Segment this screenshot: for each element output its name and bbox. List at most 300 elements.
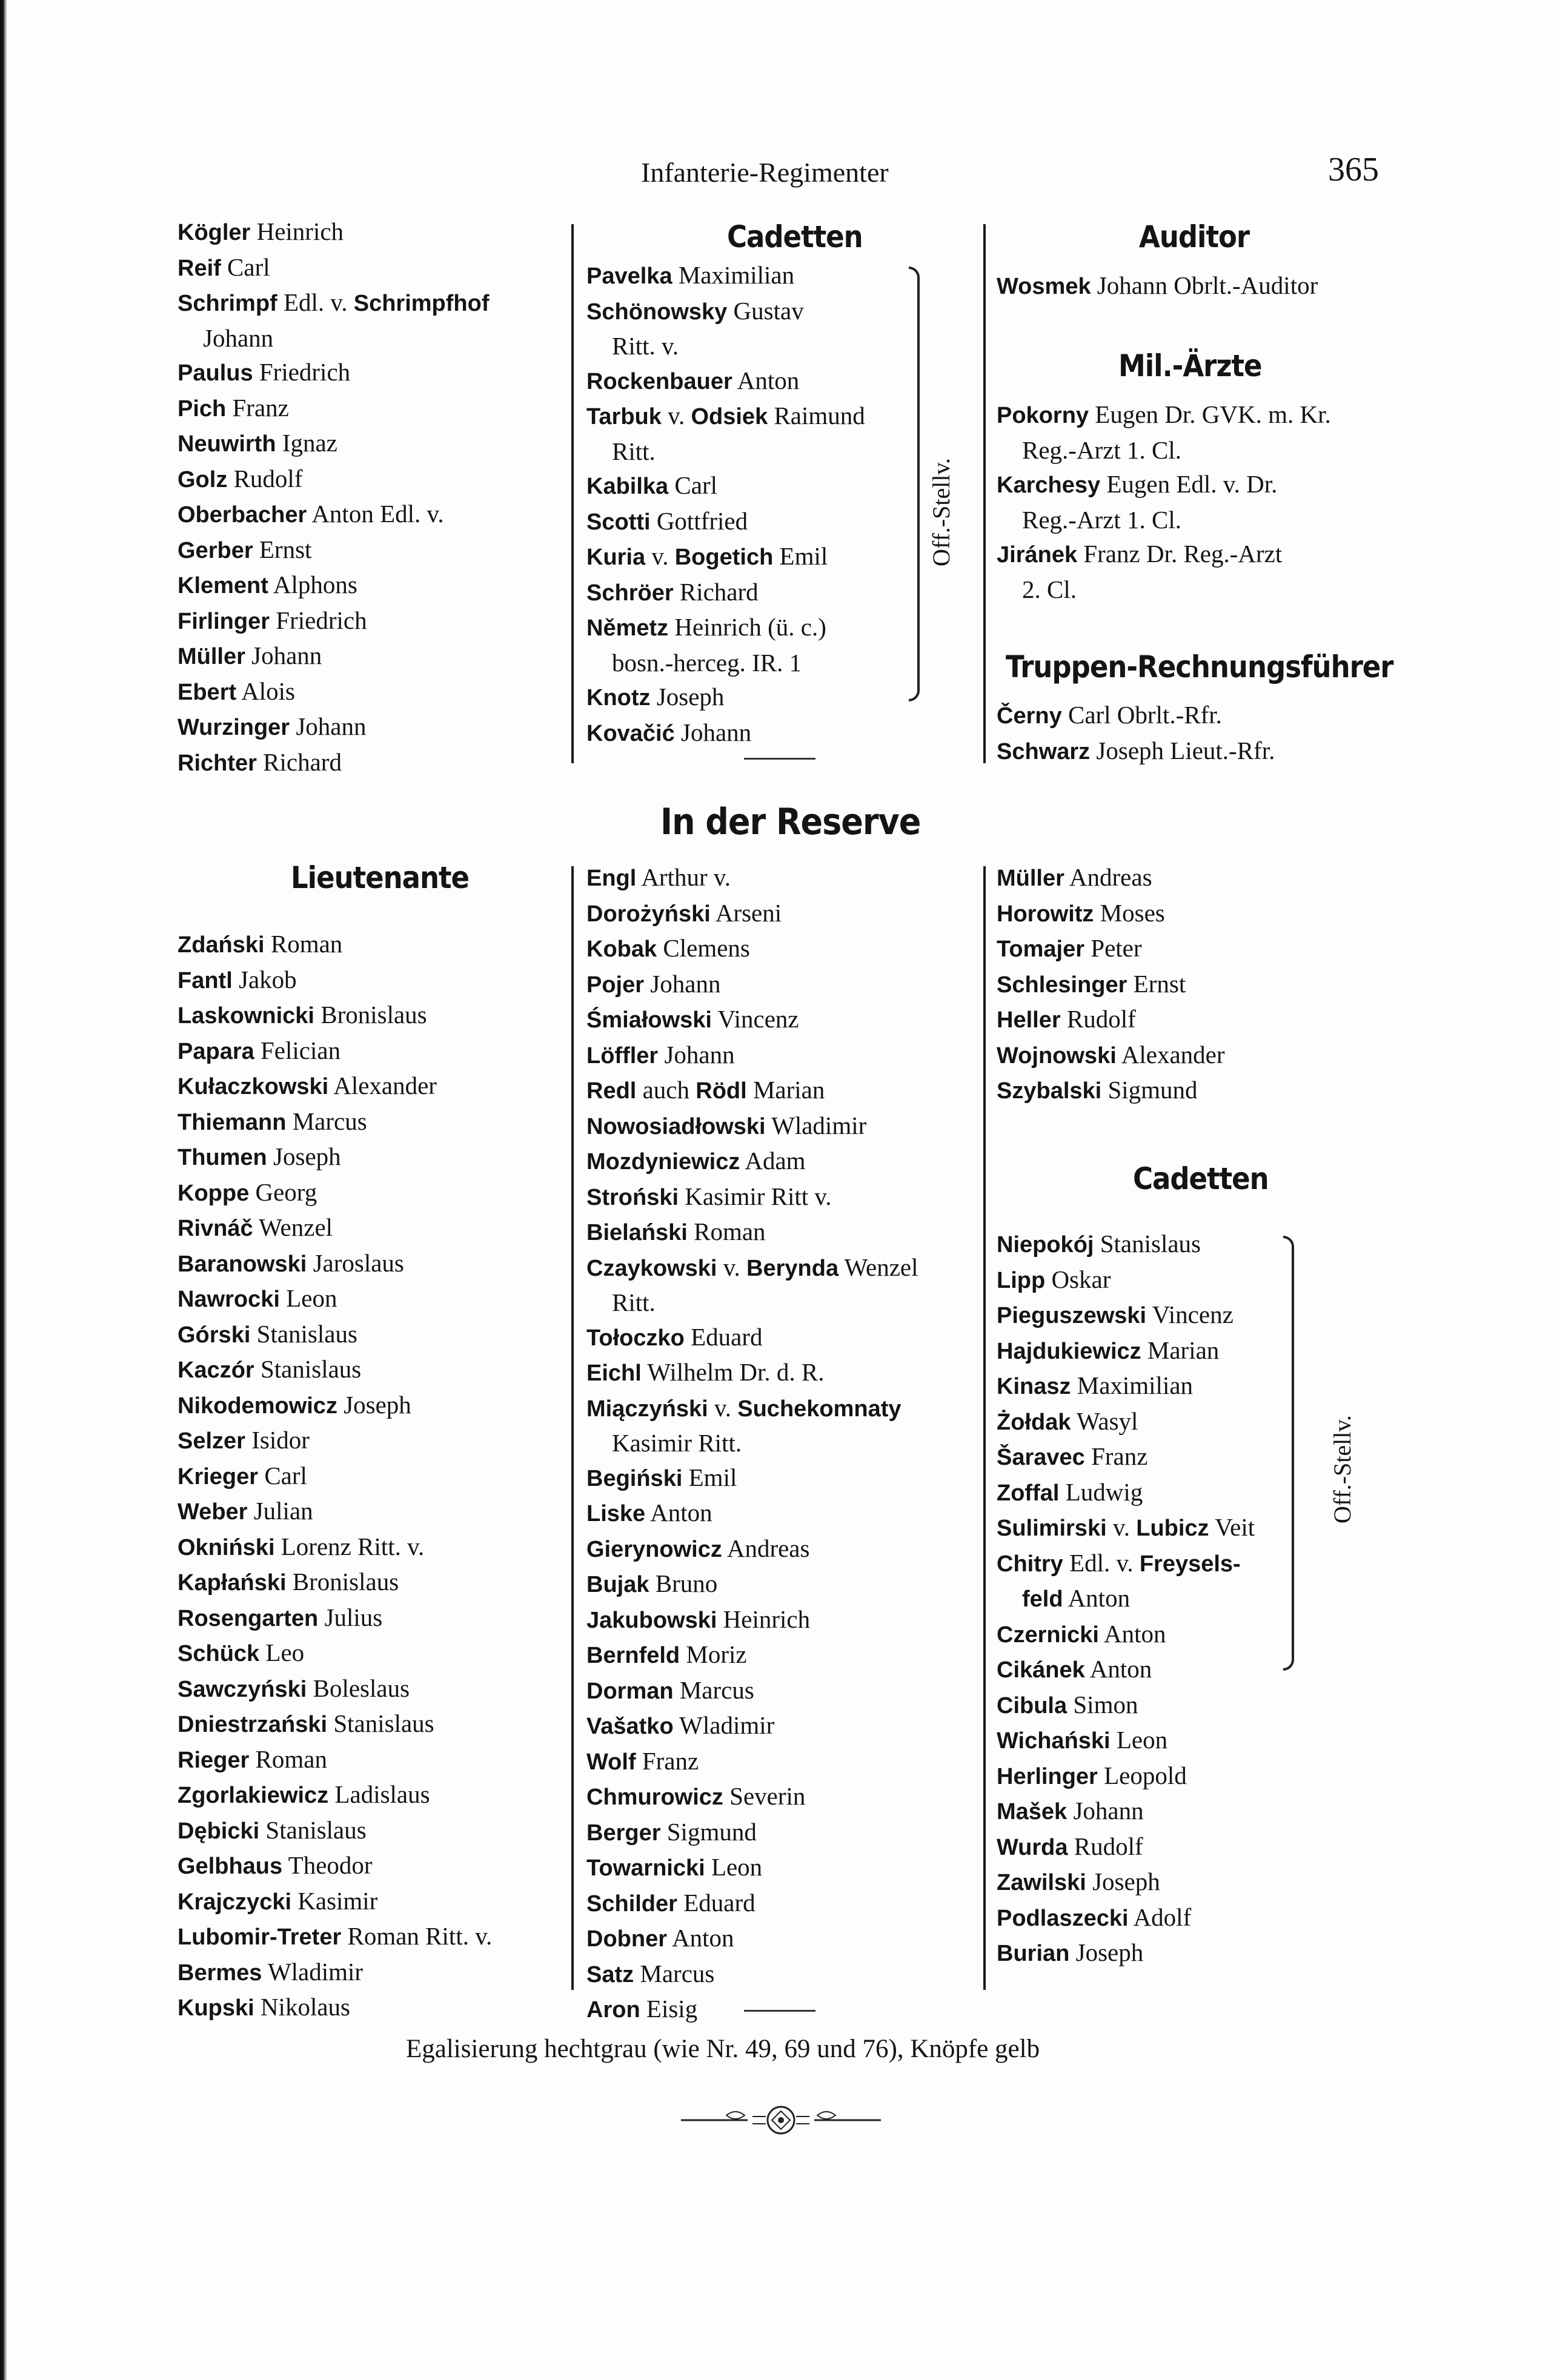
list-item xyxy=(178,1104,492,1140)
surname: Klement xyxy=(178,573,268,598)
name-text: v. xyxy=(1106,1513,1137,1541)
list-item xyxy=(586,1391,918,1427)
surname: Schück xyxy=(178,1641,260,1666)
name-text: Anton xyxy=(672,1924,734,1952)
list-item xyxy=(586,860,918,896)
surname: Sulimirski xyxy=(997,1516,1107,1541)
surname: Heller xyxy=(997,1007,1061,1033)
list-item xyxy=(178,214,490,250)
surname: Stroński xyxy=(586,1184,679,1210)
name-text: Roman xyxy=(270,930,343,958)
surname: Kupski xyxy=(178,1995,254,2021)
list-item xyxy=(997,1073,1225,1109)
surname: Pieguszewski xyxy=(997,1303,1147,1328)
surname: Sawczyński xyxy=(178,1676,307,1702)
surname: Kaczór xyxy=(178,1357,254,1383)
list-item xyxy=(586,715,865,751)
list-item xyxy=(178,532,490,568)
surname: Ebert xyxy=(178,679,237,705)
name-text: Ludwig xyxy=(1065,1477,1143,1506)
list-item xyxy=(586,1637,918,1673)
name-text: Ritt. v. xyxy=(612,332,679,360)
name-text: Jakob xyxy=(239,965,297,993)
name-text: 2. Cl. xyxy=(1022,575,1077,603)
name-text: Alexander xyxy=(333,1072,437,1099)
bracket xyxy=(909,267,920,701)
list-item xyxy=(586,329,865,363)
page-header-title: Infanterie-Regimenter xyxy=(641,157,889,188)
name-text: Clemens xyxy=(663,934,750,962)
surname: Thiemann xyxy=(178,1109,287,1135)
list-item xyxy=(997,860,1225,896)
surname: Löffler xyxy=(586,1042,659,1069)
aerzte-list xyxy=(997,397,1331,606)
list-item xyxy=(178,1281,492,1317)
name-text: Sigmund xyxy=(1107,1076,1198,1104)
name-text: Ernst xyxy=(259,535,312,563)
surname: Pavelka xyxy=(586,264,672,289)
name-text: Vincenz xyxy=(1152,1301,1234,1328)
surname: Lipp xyxy=(997,1267,1046,1293)
list-item xyxy=(997,1475,1255,1511)
surname: Lubomir-Treter xyxy=(178,1924,342,1950)
list-item xyxy=(178,1033,492,1069)
list-item xyxy=(586,1850,918,1886)
list-item xyxy=(178,674,490,710)
cadetten-reserve-heading: Cadetten xyxy=(1133,1161,1269,1196)
name-text: Andreas xyxy=(726,1534,810,1562)
name-text: Wladimir xyxy=(267,1957,364,1986)
surname: Begiński xyxy=(586,1465,683,1491)
name-text: Severin xyxy=(729,1782,806,1810)
surname: Schröer xyxy=(586,580,674,606)
list-item xyxy=(178,1742,492,1778)
surname: Pojer xyxy=(586,972,645,998)
list-item xyxy=(586,1038,918,1073)
name-text: Roman xyxy=(255,1745,327,1773)
list-item xyxy=(586,1886,918,1921)
surname: Chmurowicz xyxy=(586,1785,723,1810)
list-item xyxy=(586,504,865,540)
surname: Schönowsky xyxy=(586,299,728,325)
name-text: Heinrich (ü. c.) xyxy=(674,613,826,641)
list-item xyxy=(997,1865,1255,1900)
name-text: Simon xyxy=(1073,1690,1138,1719)
surname: Gelbhaus xyxy=(178,1854,283,1879)
name-text: Rudolf xyxy=(1074,1832,1143,1860)
list-item xyxy=(586,1815,918,1851)
list-item xyxy=(178,1565,492,1600)
list-item xyxy=(997,1404,1255,1440)
name-text: Marian xyxy=(1147,1336,1220,1364)
surname: Kapłański xyxy=(178,1570,287,1596)
list-item xyxy=(586,1426,918,1460)
list-item xyxy=(997,1723,1255,1758)
name-text: Johann xyxy=(203,323,274,352)
list-item xyxy=(997,1935,1255,1971)
surname: Dorman xyxy=(586,1678,674,1704)
name-text: Reg.-Arzt 1. Cl. xyxy=(1022,436,1182,464)
list-item xyxy=(997,467,1331,503)
surname: Černy xyxy=(997,703,1062,729)
section-rule xyxy=(744,2010,815,2012)
list-item xyxy=(997,1333,1255,1369)
surname: Wosmek xyxy=(997,274,1091,299)
name-text: Roman xyxy=(694,1218,766,1245)
rf-heading: Truppen-Rechnungsführer xyxy=(1006,649,1393,684)
name-text: Kasimir Ritt v. xyxy=(685,1182,832,1210)
name-text: v. xyxy=(717,1253,747,1281)
name-text: Wladimir xyxy=(679,1711,775,1739)
name-text: Johann xyxy=(681,718,752,746)
name-text: Eugen Edl. v. Dr. xyxy=(1106,470,1278,498)
list-item xyxy=(586,1531,918,1567)
surname: Schilder xyxy=(586,1891,677,1917)
list-item xyxy=(586,1744,918,1780)
name-text: Georg xyxy=(255,1178,317,1206)
name-text: Peter xyxy=(1091,934,1142,962)
name-text: Nikolaus xyxy=(260,1993,350,2021)
name-text: Heinrich xyxy=(723,1605,811,1633)
name-text: Eduard xyxy=(691,1322,763,1351)
name-text: Julian xyxy=(253,1497,313,1525)
surname: Cikánek xyxy=(997,1657,1085,1683)
name-text: Adolf xyxy=(1133,1903,1192,1931)
list-item xyxy=(178,963,492,998)
name-text: Ritt. xyxy=(612,437,656,465)
name-text: Anton xyxy=(1103,1619,1166,1648)
name-text: Marcus xyxy=(679,1676,754,1704)
surname: Krajczycki xyxy=(178,1889,292,1915)
name-text: Richard xyxy=(679,577,759,606)
list-item xyxy=(178,927,492,963)
list-item xyxy=(178,1317,492,1353)
name-text: Johann Obrlt.-Auditor xyxy=(1097,271,1318,299)
surname: Zawilski xyxy=(997,1870,1086,1895)
list-item xyxy=(178,391,490,426)
name-text: Leon xyxy=(1116,1726,1168,1754)
surname: Wichański xyxy=(997,1728,1111,1754)
surname: Thumen xyxy=(178,1145,267,1170)
list-item xyxy=(178,1813,492,1849)
name-text: Joseph xyxy=(273,1142,341,1170)
name-text: Anton xyxy=(1068,1584,1131,1612)
name-text: Edl. v. xyxy=(283,288,354,316)
name-text: Wenzel xyxy=(259,1213,333,1241)
name-text: auch xyxy=(642,1076,696,1104)
list-item xyxy=(178,426,490,462)
name-text: Kasimir xyxy=(297,1886,378,1915)
name-text: Boleslaus xyxy=(313,1674,410,1702)
surname: Rivnáč xyxy=(178,1216,253,1241)
list-item xyxy=(586,1109,918,1144)
name-text: Stanislaus xyxy=(265,1815,367,1844)
list-item xyxy=(997,1510,1255,1546)
lieutenante-heading: Lieutenante xyxy=(291,860,470,895)
name-text: Raimund xyxy=(768,402,865,429)
name-text: Johann xyxy=(650,969,721,998)
surname: Herlinger xyxy=(997,1763,1098,1789)
list-item xyxy=(178,998,492,1033)
auditor-heading: Auditor xyxy=(1139,219,1250,254)
surname: Pokorny xyxy=(997,403,1089,428)
name-text: Gottfried xyxy=(656,506,748,535)
list-item xyxy=(997,1900,1255,1936)
surname: Burian xyxy=(997,1941,1070,1966)
list-item xyxy=(178,355,490,391)
name-text: Franz Dr. Reg.-Arzt xyxy=(1083,540,1283,568)
name-text: v. xyxy=(645,542,675,570)
list-item xyxy=(997,896,1225,932)
lieutenante-list xyxy=(178,927,492,2026)
list-item xyxy=(586,575,865,611)
surname: Nawrocki xyxy=(178,1287,280,1312)
list-item xyxy=(178,1069,492,1104)
page-edge xyxy=(0,0,7,2380)
surname: Mozdyniewicz xyxy=(586,1149,740,1175)
name-text: Ladislaus xyxy=(334,1780,430,1808)
name-text: Richard xyxy=(263,747,342,776)
name-text: Joseph xyxy=(656,683,725,711)
surname: Nowosiadłowski xyxy=(586,1113,766,1139)
name-text: Franz xyxy=(1091,1442,1148,1470)
list-item xyxy=(997,734,1275,769)
surname: Rockenbauer xyxy=(586,368,732,394)
surname: Cibula xyxy=(997,1692,1068,1719)
surname: Eichl xyxy=(586,1361,642,1386)
name-text: Ignaz xyxy=(282,429,337,457)
footer-note: Egalisierung hechtgrau (wie Nr. 49, 69 und 76), Knöpfe gelb xyxy=(406,2035,1040,2063)
name-text: Ritt. xyxy=(612,1288,656,1316)
name-text: Joseph xyxy=(1092,1868,1160,1895)
surname: Weber xyxy=(178,1499,248,1525)
name-text: Edl. v. xyxy=(1063,1548,1140,1577)
list-item xyxy=(586,399,865,434)
list-item xyxy=(997,1758,1255,1794)
name-text: Joseph Lieut.-Rfr. xyxy=(1096,736,1275,764)
name-text: Johann xyxy=(296,712,367,740)
column-divider xyxy=(571,224,574,763)
bracket xyxy=(1283,1236,1294,1671)
name-text: Stanislaus xyxy=(260,1355,362,1383)
list-item xyxy=(586,1602,918,1638)
name-text: Marcus xyxy=(640,1959,715,1987)
surname: Redl xyxy=(586,1078,637,1104)
list-item xyxy=(997,1298,1255,1333)
list-item xyxy=(586,258,865,294)
name-text: Carl xyxy=(674,471,718,499)
page-number: 365 xyxy=(1328,151,1379,188)
list-item xyxy=(586,1002,918,1038)
name-text: Joseph xyxy=(344,1390,411,1419)
name-text: Reg.-Arzt 1. Cl. xyxy=(1022,505,1182,534)
surname: Rosengarten xyxy=(178,1605,319,1631)
list-item xyxy=(586,1250,918,1286)
reserve-list-middle xyxy=(586,860,918,2027)
name-text: Friedrich xyxy=(259,358,351,386)
surname: Selzer xyxy=(178,1428,245,1454)
name-text: Johann xyxy=(1073,1797,1144,1825)
list-item xyxy=(586,931,918,967)
list-item xyxy=(586,1179,918,1215)
surname: Laskownicki xyxy=(178,1003,314,1029)
list-item xyxy=(997,1829,1255,1865)
list-item xyxy=(586,434,865,469)
surname: Golz xyxy=(178,466,228,492)
list-item xyxy=(178,1459,492,1494)
surname: Koppe xyxy=(178,1180,250,1206)
cadetten-reserve-list xyxy=(997,1227,1255,1971)
name-text: Anton xyxy=(737,366,800,394)
surname: Schrimpfhof xyxy=(353,291,490,316)
surname: Niepokój xyxy=(997,1232,1094,1258)
list-item xyxy=(178,1388,492,1424)
name-text: Eduard xyxy=(683,1888,755,1917)
surname: Kovačić xyxy=(586,720,675,746)
list-item xyxy=(997,1262,1255,1298)
list-item xyxy=(586,1496,918,1531)
surname: Dorożyński xyxy=(586,901,711,927)
list-item xyxy=(178,462,490,497)
list-item xyxy=(997,1581,1255,1617)
surname: Karchesy xyxy=(997,472,1101,498)
name-text: bosn.-herceg. IR. 1 xyxy=(612,648,802,677)
surname: Tołoczko xyxy=(586,1325,685,1351)
list-item xyxy=(586,1957,918,1992)
name-text: Arseni xyxy=(715,898,782,927)
surname: Czaykowski xyxy=(586,1255,717,1281)
name-text: Leon xyxy=(711,1853,763,1881)
surname: Pich xyxy=(178,396,227,422)
list-item xyxy=(586,1285,918,1320)
list-item xyxy=(178,250,490,286)
cadetten-heading: Cadetten xyxy=(727,219,863,254)
name-text: Maximilian xyxy=(1077,1371,1194,1399)
surname: Freysels- xyxy=(1139,1551,1241,1577)
surname: Knotz xyxy=(586,685,651,711)
surname: Gerber xyxy=(178,537,253,563)
surname: Wolf xyxy=(586,1749,636,1775)
list-item xyxy=(997,1227,1255,1262)
list-item xyxy=(178,1706,492,1742)
name-text: Moses xyxy=(1100,898,1165,927)
surname: Baranowski xyxy=(178,1251,307,1277)
list-item xyxy=(178,1990,492,2026)
surname: Bernfeld xyxy=(586,1643,680,1668)
name-text: Emil xyxy=(773,542,828,570)
surname: Nikodemowicz xyxy=(178,1393,337,1419)
name-text: Maximilian xyxy=(678,261,795,289)
name-text: Carl xyxy=(264,1461,307,1490)
name-text: Franz xyxy=(642,1746,699,1775)
name-text: Carl xyxy=(227,253,270,281)
name-text: Carl Obrlt.-Rfr. xyxy=(1068,701,1222,729)
name-text: Stanislaus xyxy=(256,1319,357,1348)
surname: Schwarz xyxy=(997,738,1091,764)
name-text: Johann xyxy=(664,1040,735,1069)
list-item xyxy=(178,1246,492,1282)
list-item xyxy=(586,967,918,1003)
surname: Krieger xyxy=(178,1463,259,1490)
name-text: Julius xyxy=(324,1603,383,1631)
list-item xyxy=(586,363,865,399)
list-item xyxy=(997,1546,1255,1582)
name-text: Wilhelm Dr. d. R. xyxy=(647,1358,825,1386)
surname: Reif xyxy=(178,255,221,281)
name-text: Marian xyxy=(746,1076,825,1104)
list-item xyxy=(997,1439,1255,1475)
surname: Rödl xyxy=(696,1078,747,1104)
surname: Rieger xyxy=(178,1747,250,1773)
list-item xyxy=(178,709,490,745)
list-item xyxy=(178,321,490,356)
name-text: Eugen Dr. GVK. m. Kr. xyxy=(1095,400,1331,428)
list-item xyxy=(997,931,1225,967)
name-text: Anton Edl. v. xyxy=(311,500,444,528)
surname: Berger xyxy=(586,1820,661,1846)
list-item xyxy=(586,1073,918,1109)
list-item xyxy=(997,1038,1225,1073)
name-text: Leon xyxy=(286,1284,337,1312)
surname: Kuria xyxy=(586,545,646,570)
list-item xyxy=(178,745,490,781)
list-item xyxy=(178,285,490,321)
officer-list-top xyxy=(178,214,490,780)
surname: Mašek xyxy=(997,1799,1068,1825)
surname: Bermes xyxy=(178,1960,262,1986)
name-text: Oskar xyxy=(1051,1265,1111,1293)
name-text: Alois xyxy=(241,677,295,705)
list-item xyxy=(586,1320,918,1356)
list-item xyxy=(586,1460,918,1496)
list-item xyxy=(997,1368,1255,1404)
name-text: Eisig xyxy=(646,1995,698,2023)
name-text: Stanislaus xyxy=(1100,1230,1201,1258)
list-item xyxy=(178,1636,492,1671)
section-rule xyxy=(744,758,815,760)
surname: Żołdak xyxy=(997,1409,1071,1435)
list-item xyxy=(586,1708,918,1744)
list-item xyxy=(178,497,490,532)
reserve-list-right xyxy=(997,860,1225,1109)
surname: Richter xyxy=(178,750,257,776)
list-item xyxy=(586,539,865,575)
list-item xyxy=(586,1215,918,1250)
surname: Horowitz xyxy=(997,901,1094,927)
surname: Szybalski xyxy=(997,1078,1102,1104)
name-text: v. xyxy=(708,1393,738,1422)
name-text: Johann xyxy=(251,641,322,669)
list-item xyxy=(178,1884,492,1920)
rf-list xyxy=(997,698,1275,769)
list-item xyxy=(997,537,1331,572)
name-text: Isidor xyxy=(251,1426,310,1454)
column-divider xyxy=(983,866,986,1990)
aerzte-heading: Mil.-Ärzte xyxy=(1118,348,1262,383)
bracket-label: Off.-Stellv. xyxy=(928,458,955,566)
surname: Zgorlakiewicz xyxy=(178,1783,329,1808)
surname: Dębicki xyxy=(178,1818,260,1844)
list-item xyxy=(997,503,1331,537)
name-text: Theodor xyxy=(288,1851,373,1879)
reserve-heading: In der Reserve xyxy=(660,801,921,843)
list-item xyxy=(178,1671,492,1707)
surname: Wojnowski xyxy=(997,1042,1117,1069)
list-item xyxy=(997,1617,1255,1652)
surname: Tomajer xyxy=(997,936,1085,962)
surname: feld xyxy=(1022,1586,1063,1612)
list-item xyxy=(586,294,865,330)
